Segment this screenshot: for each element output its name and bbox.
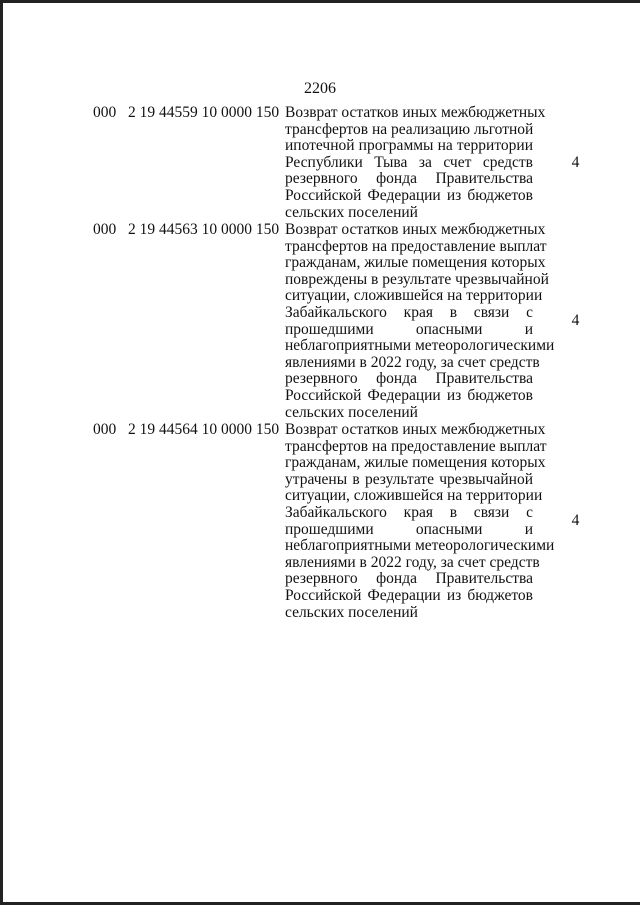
description-line: Российской Федерации из бюджетов bbox=[285, 186, 533, 204]
budget-table bbox=[93, 105, 593, 622]
description-line: утрачены в результате чрезвычайной bbox=[285, 470, 533, 488]
description-line: повреждены в результате чрезвычайной bbox=[285, 270, 549, 288]
row-description bbox=[285, 221, 555, 421]
description-line: ситуации, сложившейся на территории bbox=[285, 487, 543, 505]
row-description bbox=[285, 421, 555, 621]
description-line: гражданам, жилые помещения которых bbox=[285, 254, 546, 272]
description-line: явлениями в 2022 году, за счет средств bbox=[285, 553, 540, 571]
description-line: Российской Федерации из бюджетов bbox=[285, 586, 533, 604]
description-line: ситуации, сложившейся на территории bbox=[285, 287, 543, 305]
kbk-code: 2 19 44563 10 0000 150 bbox=[128, 221, 280, 238]
admin-code: 000 bbox=[93, 421, 117, 438]
description-line: прошедшими опасными и bbox=[285, 320, 533, 338]
kbk-code: 2 19 44559 10 0000 150 bbox=[128, 104, 280, 121]
description-line: трансфертов на предоставление выплат bbox=[285, 437, 547, 455]
admin-code: 000 bbox=[93, 104, 117, 121]
description-line: прошедшими опасными и bbox=[285, 520, 533, 538]
admin-code: 000 bbox=[93, 221, 117, 238]
amount-value: 4 bbox=[571, 312, 580, 329]
description-line: резервного фонда Правительства bbox=[285, 570, 533, 588]
description-line: Забайкальского края в связи с bbox=[285, 303, 533, 321]
description-line: гражданам, жилые помещения которых bbox=[285, 454, 546, 472]
description-line: трансфертов на реализацию льготной bbox=[285, 120, 534, 138]
description-line: Республики Тыва за счет средств bbox=[285, 153, 533, 171]
description-line: резервного фонда Правительства bbox=[285, 170, 533, 188]
description-line: сельских поселений bbox=[285, 603, 418, 621]
description-line: сельских поселений bbox=[285, 403, 418, 421]
kbk-code: 2 19 44564 10 0000 150 bbox=[128, 421, 280, 438]
description-line: Российской Федерации из бюджетов bbox=[285, 386, 533, 404]
table-row bbox=[93, 222, 593, 422]
table-row bbox=[93, 422, 593, 622]
row-description bbox=[285, 104, 546, 221]
description-line: ипотечной программы на территории bbox=[285, 137, 533, 155]
description-line: трансфертов на предоставление выплат bbox=[285, 237, 547, 255]
description-line: неблагоприятными метеорологическими bbox=[285, 537, 555, 555]
page-number: 2206 bbox=[304, 80, 336, 97]
amount-value: 4 bbox=[571, 154, 580, 171]
description-line: сельских поселений bbox=[285, 203, 418, 221]
description-line: Возврат остатков иных межбюджетных bbox=[285, 104, 546, 121]
description-line: резервного фонда Правительства bbox=[285, 370, 533, 388]
amount-value: 4 bbox=[571, 512, 580, 529]
description-line: Возврат остатков иных межбюджетных bbox=[285, 421, 546, 438]
description-line: явлениями в 2022 году, за счет средств bbox=[285, 353, 540, 371]
description-line: неблагоприятными метеорологическими bbox=[285, 337, 555, 355]
description-line: Забайкальского края в связи с bbox=[285, 503, 533, 521]
description-line: Возврат остатков иных межбюджетных bbox=[285, 221, 546, 238]
table-row bbox=[93, 105, 593, 222]
